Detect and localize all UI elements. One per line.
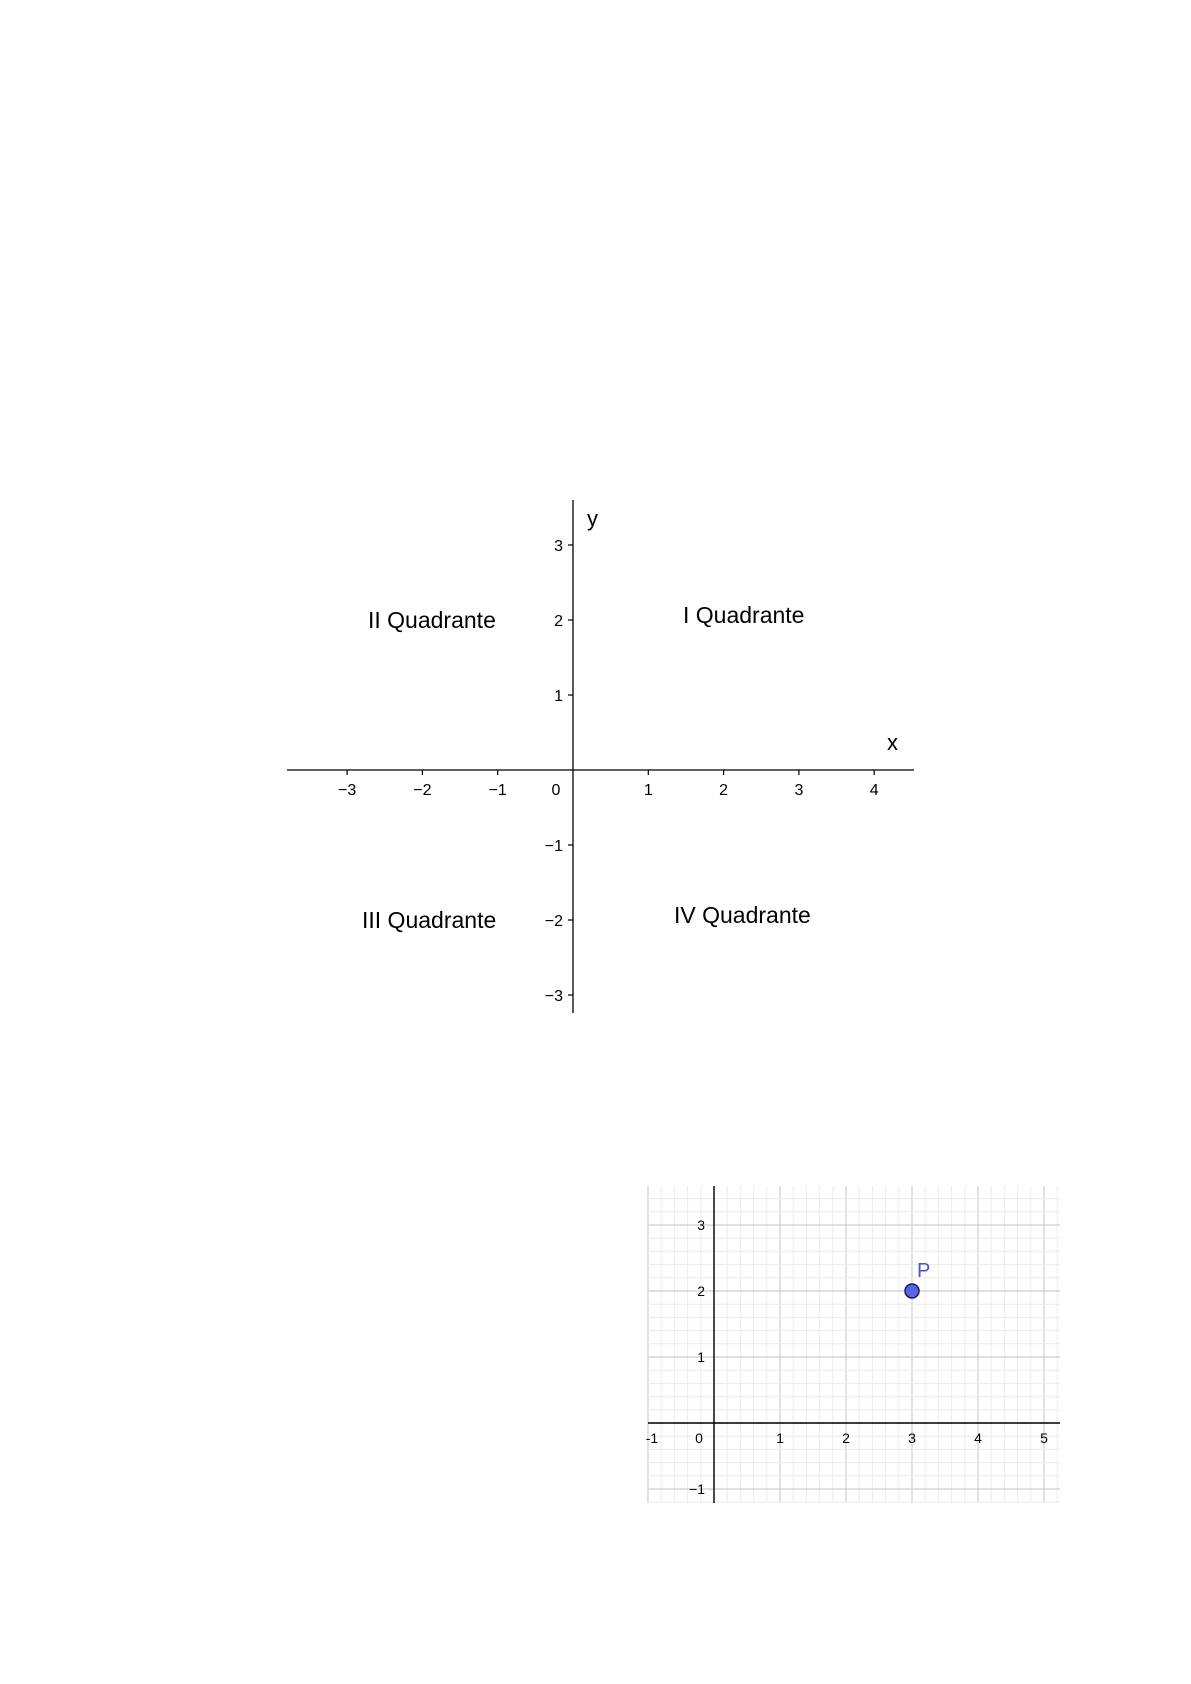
- y-tick-label: 1: [554, 688, 563, 705]
- y-axis-label: y: [587, 506, 598, 531]
- grid-y-tick-label: 2: [697, 1283, 705, 1299]
- grid-y-tick-label: 3: [697, 1217, 705, 1233]
- y-tick-label: 2: [554, 613, 563, 630]
- point-marker[interactable]: [905, 1284, 919, 1298]
- x-tick-label: 0: [551, 782, 561, 799]
- grid-x-tick-label: 5: [1040, 1430, 1048, 1446]
- quadrant-1-label: I Quadrante: [683, 602, 805, 628]
- x-tick-label: 3: [794, 782, 804, 799]
- y-tick-label: −1: [544, 838, 563, 855]
- x-tick-label: 4: [869, 782, 879, 799]
- y-tick-label: 3: [554, 538, 563, 555]
- x-tick-label: 2: [719, 782, 729, 799]
- quadrant-4-label: IV Quadrante: [674, 902, 811, 928]
- point-label: P: [917, 1260, 931, 1282]
- grid-x-tick-label: 2: [842, 1430, 850, 1446]
- grid-x-tick-label: 0: [695, 1430, 703, 1446]
- x-axis-label: x: [887, 730, 898, 755]
- x-tick-label: 1: [643, 782, 653, 799]
- grid-y-tick-label: 1: [697, 1349, 705, 1365]
- grid-x-tick-label: 3: [908, 1430, 916, 1446]
- x-tick-label: −1: [488, 782, 507, 799]
- x-tick-label: −2: [413, 782, 432, 799]
- x-tick-label: −3: [337, 782, 357, 799]
- grid-x-tick-label: 1: [776, 1430, 784, 1446]
- y-tick-label: −3: [544, 988, 563, 1005]
- quadrant-diagram: [287, 500, 914, 1013]
- grid-x-tick-label: 4: [974, 1430, 982, 1446]
- quadrant-2-label: II Quadrante: [368, 607, 496, 633]
- grid-plot: [646, 1186, 1060, 1503]
- quadrant-3-label: III Quadrante: [362, 907, 497, 933]
- grid-y-tick-label: −1: [689, 1481, 705, 1497]
- grid-x-tick-label: -1: [645, 1430, 659, 1446]
- y-tick-label: −2: [544, 913, 563, 930]
